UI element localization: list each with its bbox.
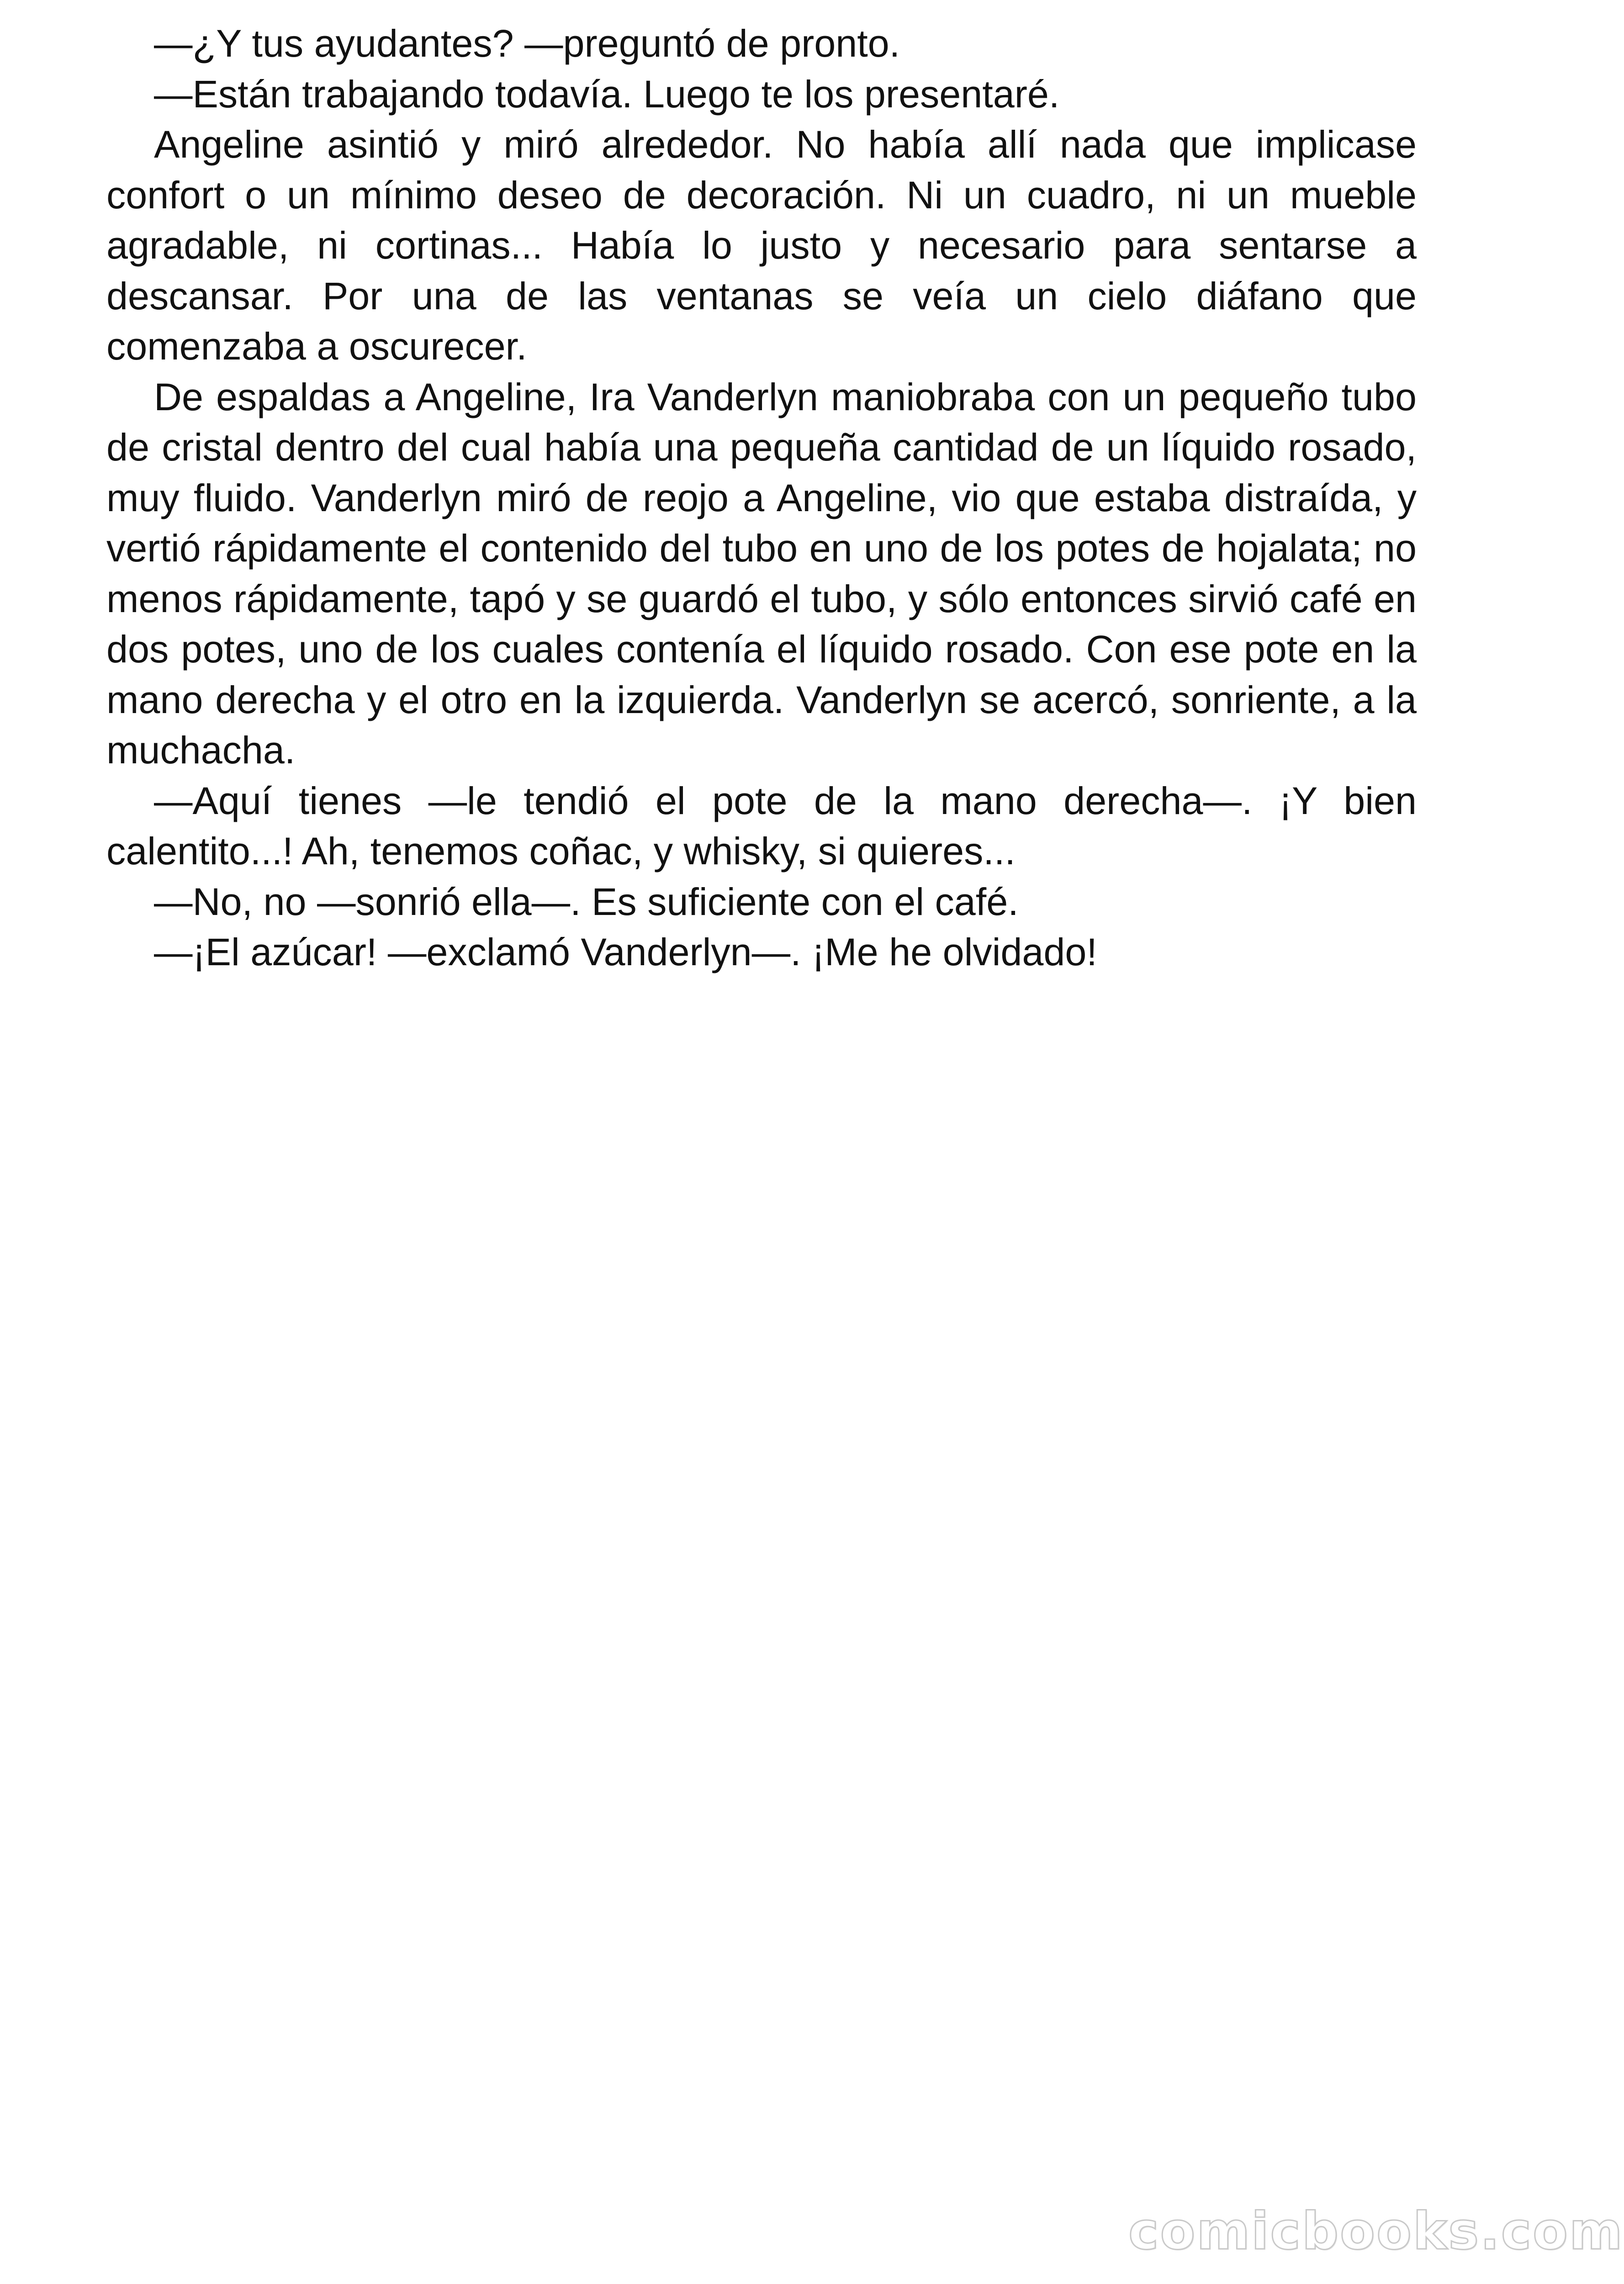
paragraph-2: —Están trabajando todavía. Luego te los presentaré. xyxy=(154,72,1060,116)
paragraph-5: —Aquí tienes —le tendió el pote de la mano derecha—. ¡Y bien calentito...! Ah, tenemos coñac, y whisky, si quieres... xyxy=(106,779,1417,872)
paragraph-1: —¿Y tus ayudantes? —preguntó de pronto. xyxy=(154,22,900,65)
watermark: comicbooks.com xyxy=(1128,2202,1624,2261)
document-page xyxy=(106,18,1417,978)
paragraph-3: Angeline asintió y miró alrededor. No había allí nada que implicase confort o un mínimo deseo de decoración. Ni un cuadro, ni un mueble agradable, ni cortinas... Había lo justo y necesario para sentarse a descansar. Por una de las ventanas se veía un cielo diáfano que comenzaba a oscurecer. xyxy=(106,123,1417,368)
paragraph-7: —¡El azúcar! —exclamó Vanderlyn—. ¡Me he olvidado! xyxy=(154,931,1097,973)
paragraph-4: De espaldas a Angeline, Ira Vanderlyn maniobraba con un pequeño tubo de cristal dentro del cual había una pequeña cantidad de un líquido rosado, muy fluido. Vanderlyn miró de reojo a Angeline, vio que estaba distraída, y vertió rápidamente el contenido del tubo en uno de los potes de hojalata; no menos rápidamente, tapó y se guardó el tubo, y sólo entonces sirvió café en dos potes, uno de los cuales contenía el líquido rosado. Con ese pote en la mano derecha y el otro en la izquierda. Vanderlyn se acercó, sonriente, a la muchacha. xyxy=(106,375,1417,772)
paragraph-6: —No, no —sonrió ella—. Es suficiente con el café. xyxy=(154,880,1019,923)
